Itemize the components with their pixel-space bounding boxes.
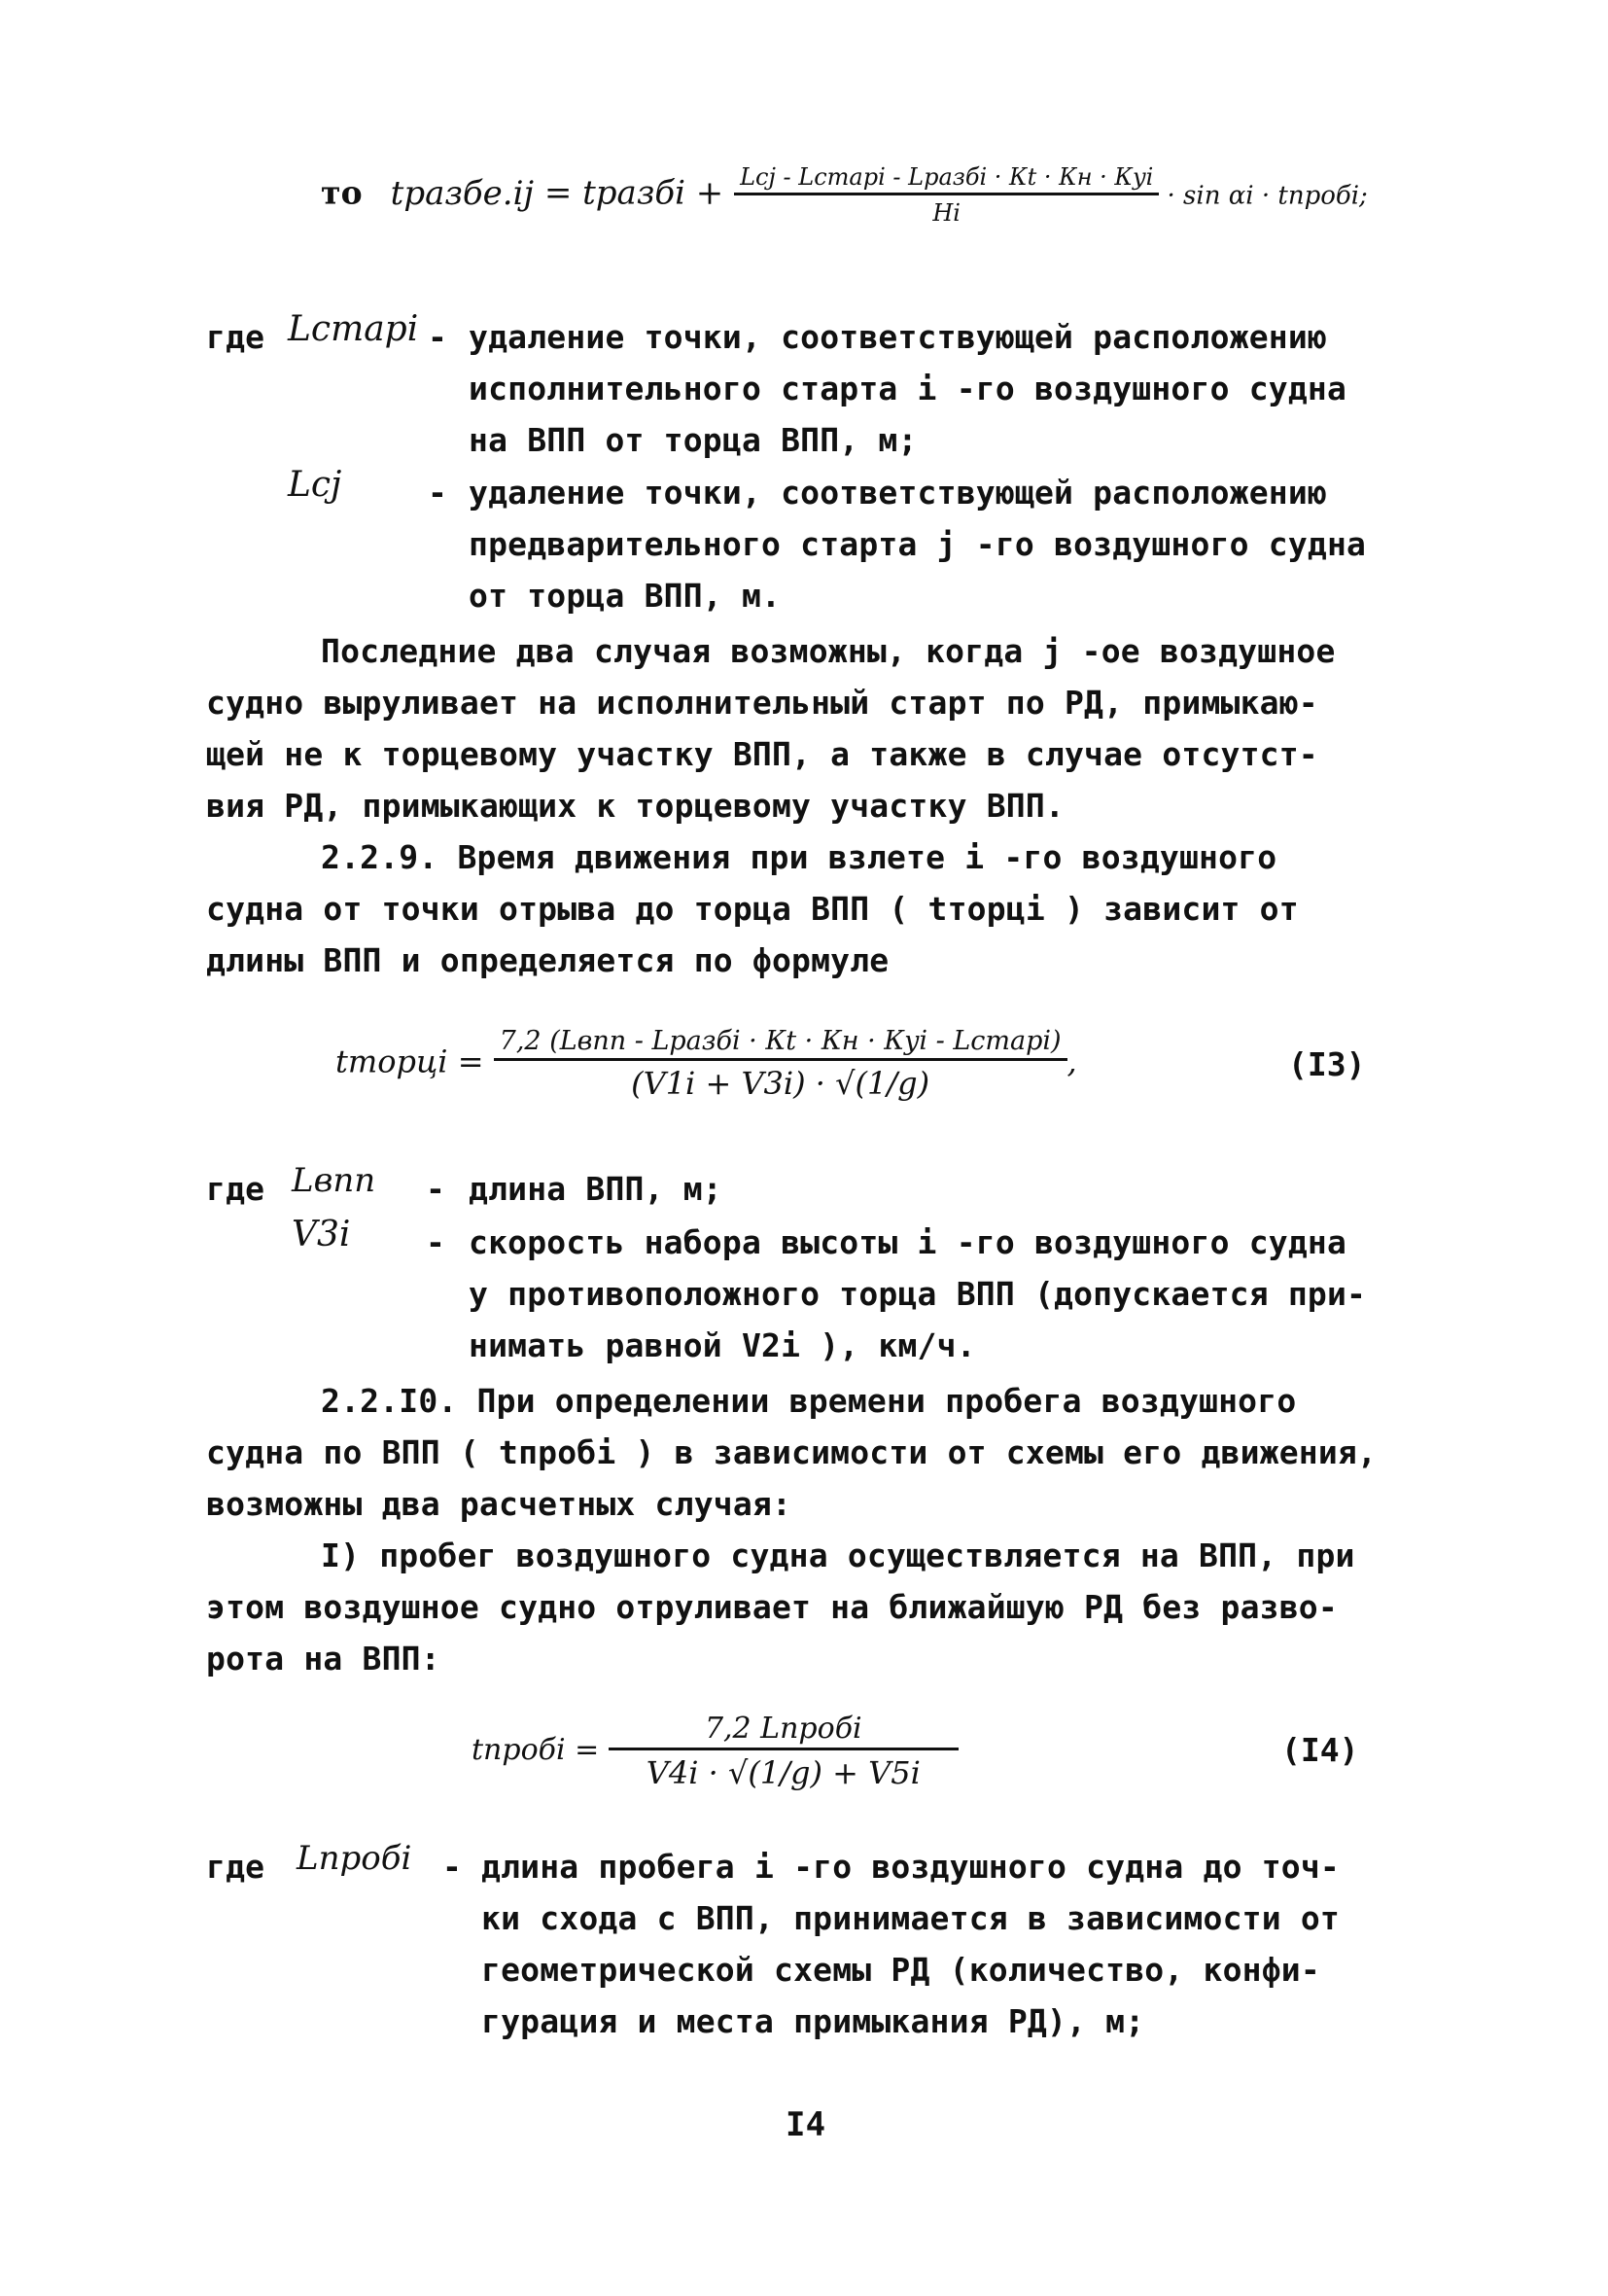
def-line: удаление точки, соответствующей расположению: [469, 318, 1327, 356]
paragraph-line: I) пробег воздушного судна осуществляется на ВПП, при: [321, 1537, 1355, 1574]
paragraph-line: судна от точки отрыва до торца ВПП ( tторцi ) зависит от: [206, 890, 1299, 928]
def-line: геометрической схемы РД (количество, конфи-: [481, 1951, 1320, 1989]
paragraph-line: 2.2.9. Время движения при взлете i -го воздушного: [321, 838, 1277, 876]
equation-number: (I4): [1281, 1731, 1359, 1769]
def-line: предварительного старта j -го воздушного судна: [469, 525, 1367, 563]
def-line: длина ВПП, м;: [469, 1170, 722, 1208]
formula-tail: · sin αi · tпробi;: [1159, 181, 1368, 211]
formula-denominator: (V1i + V3i) · √(1/g): [631, 1065, 930, 1102]
formula-14: [472, 1712, 959, 1791]
def-line: ки схода с ВПП, принимается в зависимости от: [481, 1899, 1340, 1937]
def-line: скорость набора высоты i -го воздушного судна: [469, 1223, 1347, 1261]
formula-fraction: [734, 163, 1159, 227]
formula-eq: =: [447, 1042, 494, 1080]
def-symbol: Lвпп: [292, 1161, 376, 1200]
formula-top: [321, 163, 1368, 227]
paragraph-line: длины ВПП и определяется по формуле: [206, 941, 890, 979]
formula-eq: =: [565, 1733, 609, 1767]
def-dash: -: [442, 1848, 463, 1886]
def-line: удаление точки, соответствующей расположению: [469, 474, 1327, 512]
paragraph-line: рота на ВПП:: [206, 1640, 440, 1678]
paragraph-line: вия РД, примыкающих к торцевому участку ВПП.: [206, 787, 1065, 825]
formula-lhs: tпробi: [472, 1733, 566, 1767]
def-line: гурация и места примыкания РД), м;: [481, 2002, 1145, 2040]
def-symbol: Lпробi: [297, 1839, 412, 1878]
def-dash: -: [426, 1170, 446, 1208]
formula-numerator: 7,2 (Lвпп - Lразбi · Кt · Кн · Кyi - Lстарi): [494, 1026, 1067, 1061]
formula-13: [335, 1026, 1077, 1102]
page-number: I4: [786, 2105, 826, 2144]
def-line: от торца ВПП, м.: [469, 577, 782, 615]
def-symbol: Lстарi: [288, 309, 419, 349]
def-line: нимать равной V2i ), км/ч.: [469, 1326, 976, 1364]
formula-lhs: tразбе.ij: [390, 173, 535, 213]
paragraph-line: возможны два расчетных случая:: [206, 1485, 792, 1523]
paragraph-line: 2.2.I0. При определении времени пробега воздушного: [321, 1382, 1297, 1420]
formula-numerator: 7,2 Lпробi: [609, 1712, 959, 1750]
formula-term: tразбi: [582, 173, 685, 213]
where-label-1: где: [206, 318, 265, 356]
def-line: длина пробега i -го воздушного судна до точ-: [481, 1848, 1340, 1886]
where-label-2: где: [206, 1170, 265, 1208]
paragraph-line: этом воздушное судно отруливает на ближайшую РД без разво-: [206, 1588, 1338, 1626]
def-dash: -: [426, 1223, 446, 1261]
paragraph-line: судно выруливает на исполнительный старт по РД, примыкаю-: [206, 684, 1318, 722]
paragraph-line: щей не к торцевому участку ВПП, а также в случае отсутст-: [206, 735, 1318, 773]
formula-numerator: Lcj - Lстарi - Lразбi · Кt · Кн · Кyi: [734, 163, 1159, 195]
def-symbol: Lcj: [288, 465, 342, 505]
where-label-3: где: [206, 1848, 265, 1886]
def-line: исполнительного старта i -го воздушного судна: [469, 370, 1347, 407]
formula-tail: ,: [1066, 1042, 1077, 1080]
formula-fraction: [494, 1026, 1067, 1102]
formula-denominator: V4i · √(1/g) + V5i: [646, 1754, 921, 1791]
equation-number: (I3): [1288, 1045, 1366, 1083]
def-line: на ВПП от торца ВПП, м;: [469, 421, 918, 459]
formula-denominator: Hi: [932, 199, 961, 227]
paragraph-line: Последние два случая возможны, когда j -ое воздушное: [321, 632, 1336, 670]
formula-lead: то: [321, 173, 363, 212]
formula-fraction: [609, 1712, 959, 1791]
paragraph-line: судна по ВПП ( tпробi ) в зависимости от схемы его движения,: [206, 1433, 1378, 1471]
def-dash: -: [428, 474, 448, 512]
def-symbol: V3i: [292, 1215, 351, 1254]
def-dash: -: [428, 318, 448, 356]
formula-plus: +: [685, 173, 735, 213]
def-line: у противоположного торца ВПП (допускается при-: [469, 1275, 1367, 1313]
formula-eq: =: [534, 173, 583, 213]
formula-lhs: tторцi: [335, 1042, 448, 1080]
